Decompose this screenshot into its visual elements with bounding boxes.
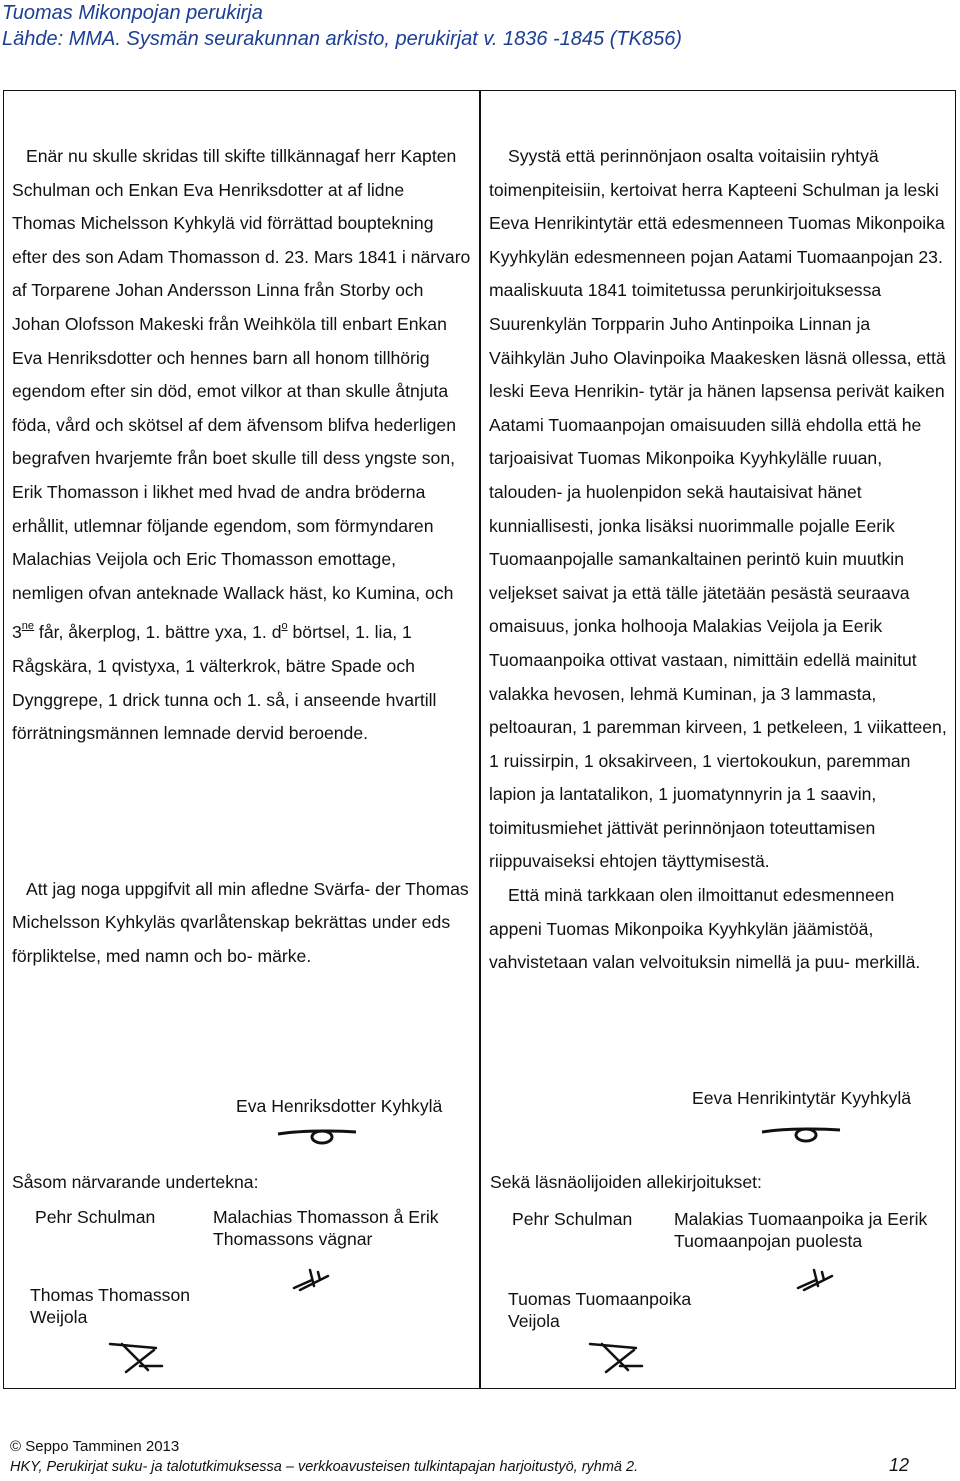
original-witness-2: Malachias Thomasson å Erik Thomassons vägnar xyxy=(213,1207,439,1249)
superscript-o: o xyxy=(281,620,288,633)
original-paragraph-2: Att jag noga uppgifvit all min afledne Svärfa- der Thomas Michelsson Kyhkyläs qvarlåtenskap bekrättas under eds förpliktelse, med namn och bo- märke. xyxy=(12,878,469,966)
original-paragraph-1-mid: får, åkerplog, 1. bättre yxa, 1. d xyxy=(34,622,282,643)
witness-mark-left-2 xyxy=(106,1336,166,1376)
translation-paragraph-1: Syystä että perinnönjaon osalta voitaisiin ryhtyä toimenpiteisiin, kertoivat herra Kapteeni Schulman ja leski Eeva Henrikintytär että edesmenneen Tuomas Mikonpoika Kyyhkylän edesmenneen pojan Aatami Tuomaanpojan 23. maaliskuuta 1841 toimitetussa perunkirjoituksessa Suurenkylän Torpparin Juho Antinpoika Linnan ja Väihkylän Juho Olavinpoika Maakesken läsnä ollessa, että leski Eeva Henrikin- tytär ja hänen lapsensa perivät kaiken Aatami Tuomaanpojan omaisuuden sillä ehdolla että he tarjoaisivat Tuomas Mikonpoika Kyyhkylälle ruuan, talouden- ja huolenpidon sekä hautaisivat hänet kunniallisesti, jonka lisäksi nuorimmalle pojalle Eerik Tuomaanpojalle samankaltainen perintö kuin muutkin veljekset saivat ja että tälle jätetään pesästä seuraava omaisuus, jonka holhooja Malakias Veijola ja Eerik Tuomaanpoika ottivat vastaan, nimittäin edellä mainitut valakka hevosen, lehmä Kuminan, ja 3 lammasta, peltoauran, 1 paremman kirveen, 1 petkeleen, 1 viikatteen, 1 ruissirpin, 1 oksakirveen, 1 viertokoukun, paremman lapion ja lantatalikon, 1 juomatynnyrin ja 1 saavin, toimitusmiehet jättivät perinnönjaon toteuttamisen riippuvaiseksi ehtojen täyttymisestä. xyxy=(489,146,947,872)
original-witness-1: Pehr Schulman xyxy=(35,1207,156,1227)
footer-line xyxy=(10,1457,945,1477)
witness-mark-left-1 xyxy=(290,1266,334,1292)
original-paragraph-1 xyxy=(12,140,472,751)
superscript-ne: ne xyxy=(21,620,35,633)
page-header xyxy=(2,0,682,52)
original-witness-heading: Såsom närvarande undertekna: xyxy=(12,1172,259,1192)
house-mark-signature-left xyxy=(276,1124,358,1146)
translation-text-column xyxy=(489,140,949,980)
document-source: Lähde: MMA. Sysmän seurakunnan arkisto, perukirjat v. 1836 -1845 (TK856) xyxy=(2,28,682,50)
original-witness-3: Thomas Thomasson Weijola xyxy=(30,1285,191,1327)
original-text-column xyxy=(12,140,472,973)
translation-witness-3: Tuomas Tuomaanpoika Veijola xyxy=(508,1289,692,1331)
original-signer-name: Eva Henriksdotter Kyhkylä xyxy=(236,1096,443,1116)
column-divider xyxy=(479,90,481,1389)
copyright-notice: © Seppo Tamminen 2013 xyxy=(10,1438,180,1455)
witness-mark-right-2 xyxy=(586,1336,646,1376)
page-number: 12 xyxy=(888,1455,909,1475)
original-paragraph-1-end: börtsel, 1. lia, 1 Rågskära, 1 qvistyxa, 1 välterkrok, bätre Spade och Dynggrepe, 1 drick tunna och 1. så, i anseende hvartill förrätningsmännen lemnade dervid beroende. xyxy=(12,622,437,744)
translation-paragraph-2: Että minä tarkkaan olen ilmoittanut edesmenneen appeni Tuomas Mikonpoika Kyyhkylän jäämistöä, vahvistetaan valan velvoituksin nimellä ja puu- merkillä. xyxy=(489,885,921,973)
original-paragraph-1-text: Enär nu skulle skridas till skifte tillkännagaf herr Kapten Schulman och Enkan Eva Henriksdotter at af lidne Thomas Michelsson Kyhkylä vid förrättad bouptekning efter des son Adam Thomasson d. 23. Mars 1841 i närvaro af Torparene Johan Andersson Linna från Storby och Johan Olofsson Makeski från Weihköla till enbart Enkan Eva Henriksdotter och hennes barn all honom tillhörig egendom efter sin död, emot vilkor at than skulle åtnjuta föda, vård och skötsel af dem äfvensom blifva hederligen begrafven hvarjemte från boet skulle till dess yngste son, Erik Thomasson i likhet med hvad de andra bröderna erhållit, utlemnar följande egendom, som förmyndaren Malachias Veijola och Eric Thomasson emottage, nemligen ofvan anteknade Wallack häst, ko Kumina, och 3 xyxy=(12,146,471,643)
footer-text: HKY, Perukirjat suku- ja talotutkimuksessa – verkkoavusteisen tulkintapajan harjoitustyö, ryhmä 2. xyxy=(10,1459,639,1475)
document-title: Tuomas Mikonpojan perukirja xyxy=(2,2,263,24)
translation-witness-2: Malakias Tuomaanpoika ja Eerik Tuomaanpojan puolesta xyxy=(674,1209,928,1251)
house-mark-signature-right xyxy=(760,1122,842,1144)
page-footer xyxy=(10,1437,945,1477)
translation-witness-1: Pehr Schulman xyxy=(512,1209,633,1229)
translation-witness-heading: Sekä läsnäolijoiden allekirjoitukset: xyxy=(490,1172,762,1192)
translation-signer-name: Eeva Henrikintytär Kyyhkylä xyxy=(692,1088,912,1108)
witness-mark-right-1 xyxy=(794,1266,838,1292)
